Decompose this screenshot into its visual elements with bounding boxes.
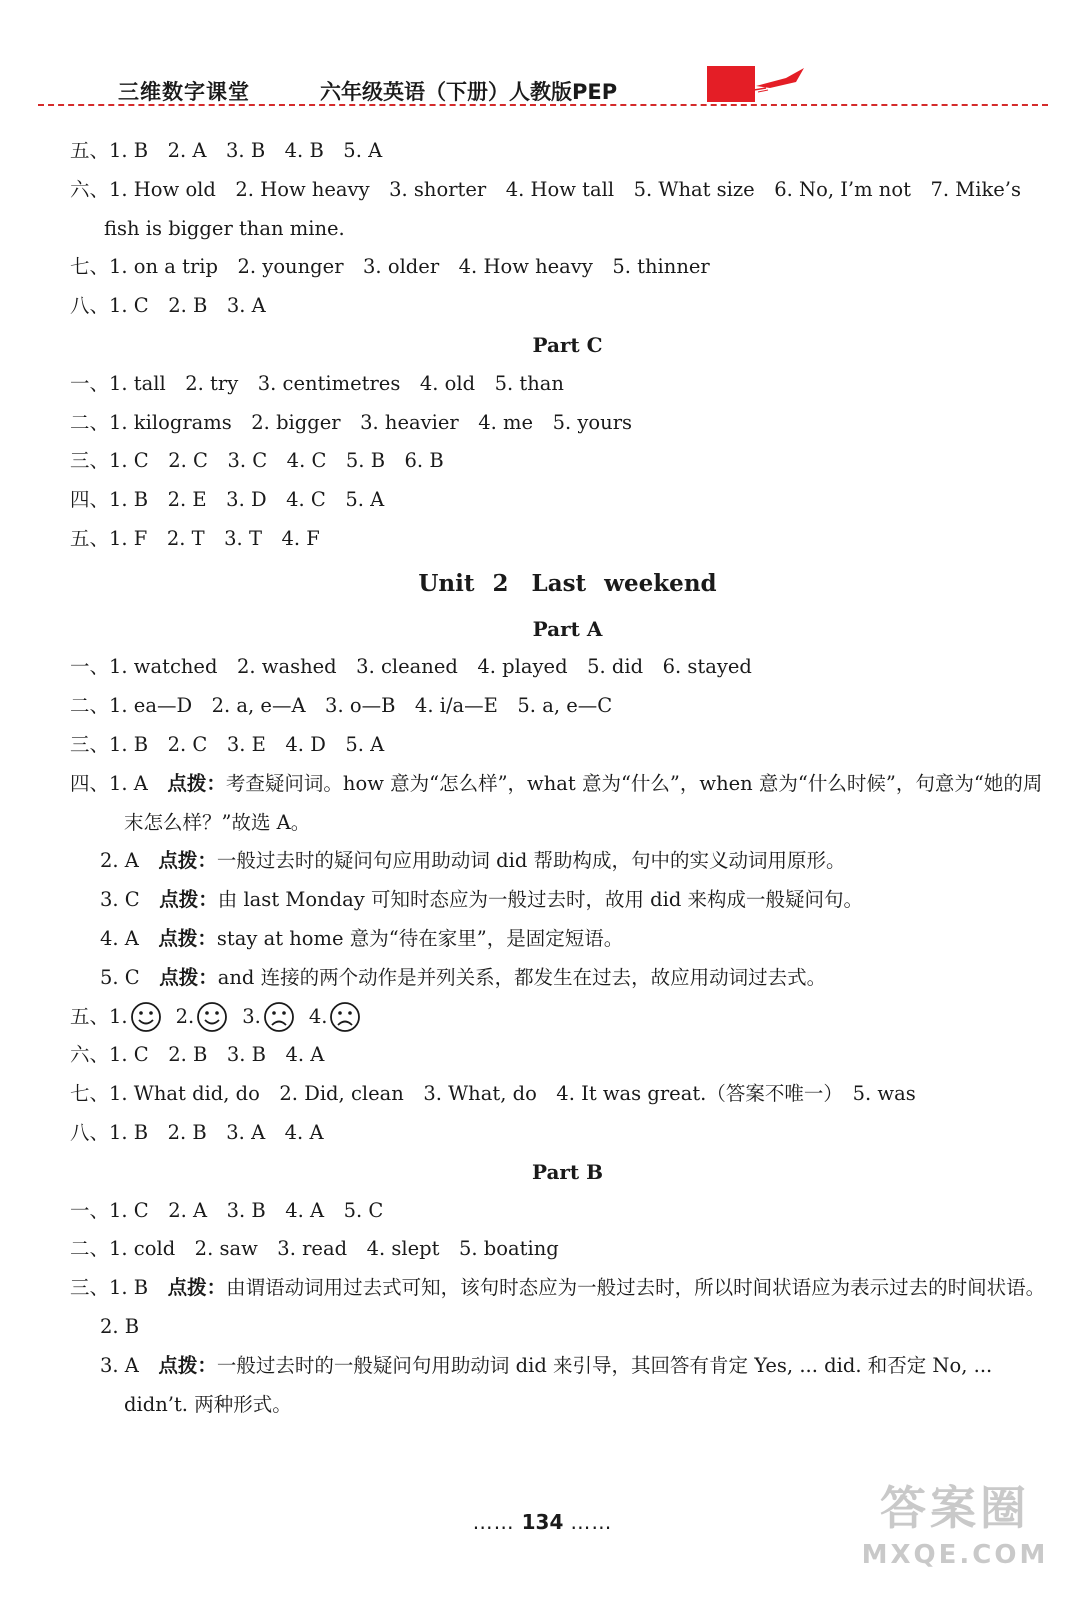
- tip-text: 一般过去时的疑问句应用助动词 did 帮助构成，句中的实义动词用原形。: [216, 849, 846, 873]
- tip-text: 一般过去时的一般疑问句用助动词 did 来引导，其回答有肯定 Yes, ... did. 和否定 No, ... didn’t. 两种形式。: [124, 1353, 993, 1416]
- watermark-logo: [850, 1478, 1060, 1588]
- answer-line: 五、1. B 2. A 3. B 4. B 5. A: [70, 139, 383, 162]
- tip-text: stay at home 意为“待在家里”，是固定短语。: [216, 926, 624, 950]
- face-number: 2.: [175, 1004, 195, 1028]
- answer-prefix: 2. A: [100, 849, 159, 873]
- tip-text: 考查疑问词。how 意为“怎么样”，what 意为“什么”，when 意为“什么时候”，句意为“她的周末怎么样？”故选 A。: [124, 771, 1043, 834]
- smile-icon: [130, 1001, 162, 1033]
- tip-label: 点拨：: [158, 1353, 217, 1377]
- answer-line: 六、1. C 2. B 3. B 4. A: [70, 1043, 325, 1067]
- answer-prefix: 五、: [70, 1004, 110, 1028]
- face-item: [109, 998, 162, 1037]
- answer-line: 五、1. F 2. T 3. T 4. F: [70, 526, 320, 550]
- tip-label: 点拨：: [158, 926, 217, 950]
- tip-text: 由 last Monday 可知时态应为一般过去时，故用 did 来构成一般疑问句。: [217, 888, 864, 912]
- explained-answer: [70, 1269, 1055, 1308]
- tip-label: 点拨：: [159, 888, 218, 912]
- answer-line: 八、1. C 2. B 3. A: [70, 294, 266, 318]
- answer-line: 二、1. ea—D 2. a, e—A 3. o—B 4. i/a—E 5. a, e—C: [70, 694, 613, 718]
- rocket-icon: [752, 64, 812, 94]
- explained-answer: [70, 920, 1055, 959]
- answer-line: 七、1. What did, do 2. Did, clean 3. What, do 4. It was great.（答案不唯一） 5. was: [70, 1082, 916, 1106]
- header-red-block: [707, 66, 755, 102]
- answer-line: 一、1. watched 2. washed 3. cleaned 4. played 5. did 6. stayed: [70, 655, 752, 679]
- answer-prefix: 5. C: [100, 965, 160, 989]
- explained-answer: [70, 1347, 1055, 1425]
- face-number: 1.: [109, 1004, 128, 1028]
- tip-label: 点拨：: [158, 849, 217, 873]
- tip-text: and 连接的两个动作是并列关系，都发生在过去，故应用动词过去式。: [217, 965, 827, 989]
- footer-dots-right: ……: [570, 1510, 613, 1534]
- answer-line: 八、1. B 2. B 3. A 4. A: [70, 1120, 324, 1144]
- answer-prefix: 三、1. B: [70, 1276, 168, 1300]
- tip-label: 点拨：: [167, 771, 226, 795]
- answer-prefix: 4. A: [100, 926, 159, 950]
- answer-line: 一、1. C 2. A 3. B 4. A 5. C: [70, 1198, 384, 1222]
- explained-answer: [70, 881, 1055, 920]
- series-title: 三维数字课堂: [118, 80, 250, 104]
- answer-prefix: 3. A: [100, 1353, 159, 1377]
- answer-line: 一、1. tall 2. try 3. centimetres 4. old 5. than: [70, 371, 564, 395]
- unit-title: Unit 2 Last weekend: [418, 569, 717, 597]
- face-item: [309, 998, 362, 1037]
- answer-line: 六、1. How old 2. How heavy 3. shorter 4. How tall 5. What size 6. No, I’m not 7. Mike’s fish is bigger than mine.: [70, 177, 1022, 240]
- page-header: [0, 60, 1085, 110]
- answer-prefix: 四、1. A: [70, 771, 168, 795]
- sad-icon: [329, 1001, 361, 1033]
- section-title-part-c: Part C: [532, 332, 603, 357]
- answer-line: 二、1. cold 2. saw 3. read 4. slept 5. boating: [70, 1237, 559, 1261]
- answer-line: 2. B: [100, 1314, 140, 1338]
- explained-answer: [70, 765, 1055, 843]
- face-item: [176, 998, 229, 1037]
- sad-icon: [263, 1001, 295, 1033]
- section-title-part-b: Part B: [531, 1159, 604, 1184]
- answer-prefix: 3. C: [100, 888, 160, 912]
- explained-answer: [70, 959, 1055, 998]
- answer-line: 二、1. kilograms 2. bigger 3. heavier 4. me 5. yours: [70, 410, 633, 434]
- section-title-part-a: Part A: [532, 616, 603, 641]
- smile-icon: [196, 1001, 228, 1033]
- watermark-text: 答案圈: [880, 1481, 1030, 1535]
- explained-answer: [70, 842, 1055, 881]
- footer-dots-left: ……: [472, 1510, 515, 1534]
- tip-label: 点拨：: [167, 1276, 227, 1300]
- answer-line: 四、1. B 2. E 3. D 4. C 5. A: [70, 488, 385, 512]
- answer-line: 七、1. on a trip 2. younger 3. older 4. How heavy 5. thinner: [70, 255, 710, 279]
- face-number: 4.: [308, 1004, 328, 1028]
- header-dashed-rule: [38, 104, 1048, 106]
- answer-line: 三、1. B 2. C 3. E 4. D 5. A: [70, 732, 385, 756]
- answer-content: [70, 132, 1055, 1424]
- book-title: 六年级英语（下册）人教版PEP: [320, 80, 618, 104]
- face-answer-line: [70, 998, 1055, 1037]
- face-number: 3.: [242, 1004, 261, 1028]
- page-number: 134: [521, 1510, 564, 1534]
- tip-label: 点拨：: [159, 965, 218, 989]
- watermark-url: MXQE.COM: [861, 1540, 1049, 1570]
- answer-line: 三、1. C 2. C 3. C 4. C 5. B 6. B: [70, 449, 444, 473]
- tip-text: 由谓语动词用过去式可知，该句时态应为一般过去时，所以时间状语应为表示过去的时间状语。: [226, 1276, 1046, 1300]
- face-item: [242, 998, 295, 1037]
